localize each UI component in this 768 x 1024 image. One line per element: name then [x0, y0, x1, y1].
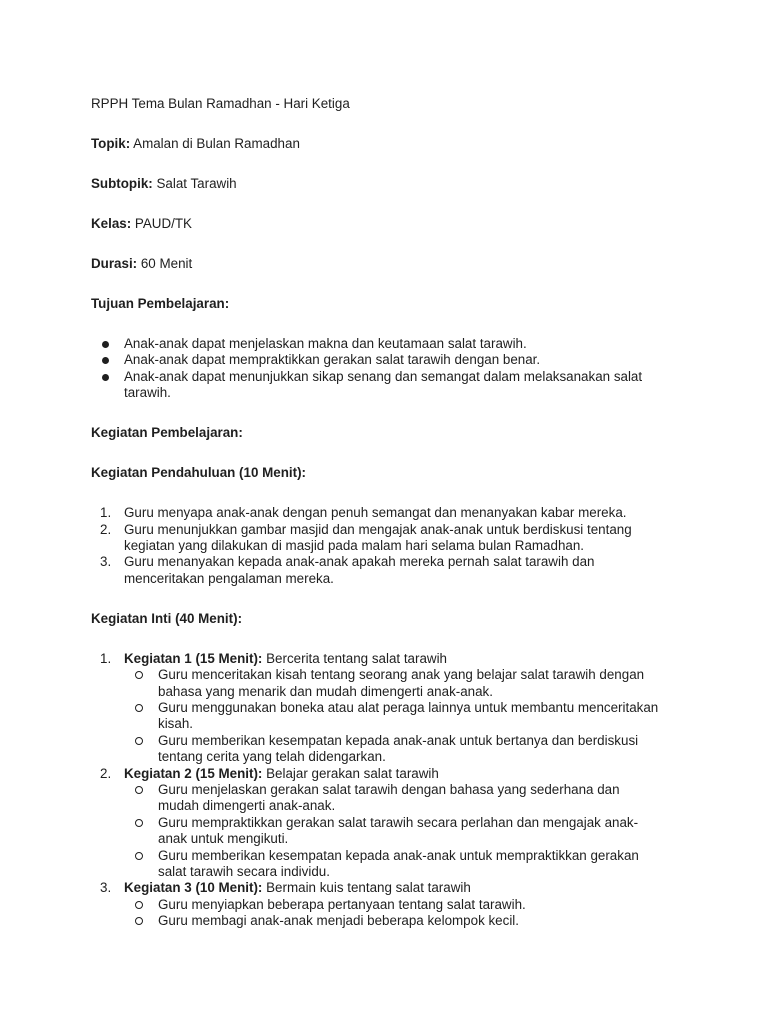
sub-list-item	[124, 848, 661, 881]
activity-label: Kegiatan 2 (15 Menit):	[124, 765, 263, 781]
list-item	[91, 505, 661, 521]
list-item	[91, 336, 661, 352]
list-item-text: Guru menyapa anak-anak dengan penuh semangat dan menanyakan kabar mereka.	[124, 505, 627, 521]
list-item-text: Guru menanyakan kepada anak-anak apakah mereka pernah salat tarawih dan menceritakan pengalaman mereka.	[124, 554, 595, 586]
list-item-text: Guru menunjukkan gambar masjid dan mengajak anak-anak untuk berdiskusi tentang kegiatan yang dilakukan di masjid pada malam hari selama bulan Ramadhan.	[124, 521, 632, 553]
sub-list-item-text: Guru memberikan kesempatan kepada anak-anak untuk mempraktikkan gerakan salat tarawih secara individu.	[158, 847, 639, 880]
list-number: 1.	[100, 505, 112, 521]
list-item-text: Anak-anak dapat menunjukkan sikap senang dan semangat dalam melaksanakan salat tarawih.	[124, 368, 643, 401]
tujuan-list	[91, 336, 661, 402]
meta-label: Durasi:	[91, 255, 138, 271]
meta-kelas	[91, 216, 661, 232]
bullet-icon	[102, 374, 109, 381]
activity-text: Bercerita tentang salat tarawih	[262, 650, 447, 666]
meta-value: PAUD/TK	[131, 215, 192, 231]
list-number: 1.	[100, 650, 112, 666]
circle-bullet-icon	[135, 737, 143, 745]
sub-list-item	[124, 700, 661, 733]
circle-bullet-icon	[135, 917, 143, 925]
circle-bullet-icon	[135, 786, 143, 794]
list-item	[91, 522, 661, 555]
sub-list-item-text: Guru membagi anak-anak menjadi beberapa kelompok kecil.	[158, 913, 519, 929]
activity-text: Bermain kuis tentang salat tarawih	[262, 880, 471, 896]
document-title: RPPH Tema Bulan Ramadhan - Hari Ketiga	[91, 96, 350, 111]
bullet-icon	[102, 357, 109, 364]
sub-list-item	[124, 782, 661, 815]
circle-bullet-icon	[135, 852, 143, 860]
sub-list	[124, 782, 661, 880]
list-item	[91, 880, 661, 929]
sub-list-item	[124, 815, 661, 848]
list-item-text: Anak-anak dapat mempraktikkan gerakan salat tarawih dengan benar.	[124, 352, 541, 368]
list-item-text: Anak-anak dapat menjelaskan makna dan keutamaan salat tarawih.	[124, 335, 527, 351]
sub-list-item-text: Guru menjelaskan gerakan salat tarawih dengan bahasa yang sederhana dan mudah dimengerti anak-anak.	[158, 782, 620, 814]
meta-durasi	[91, 256, 661, 272]
inti-heading: Kegiatan Inti (40 Menit):	[91, 610, 243, 626]
sub-list-item	[124, 733, 661, 766]
inti-list	[91, 651, 661, 930]
meta-label: Topik:	[91, 135, 131, 151]
sub-list-item-text: Guru menyiapkan beberapa pertanyaan tentang salat tarawih.	[158, 896, 526, 912]
list-number: 3.	[100, 880, 112, 896]
document-page	[91, 96, 661, 953]
list-number: 3.	[100, 554, 112, 570]
sub-list-item	[124, 667, 661, 700]
meta-value: Amalan di Bulan Ramadhan	[130, 135, 300, 151]
circle-bullet-icon	[135, 704, 143, 712]
meta-subtopik	[91, 176, 661, 192]
bullet-icon	[102, 341, 109, 348]
sub-list	[124, 667, 661, 765]
meta-label: Kelas:	[91, 215, 132, 231]
kegiatan-heading: Kegiatan Pembelajaran:	[91, 425, 243, 441]
list-item	[91, 766, 661, 881]
sub-list-item-text: Guru menceritakan kisah tentang seorang anak yang belajar salat tarawih dengan bahasa yang menarik dan mudah dimengerti anak-anak.	[158, 667, 645, 699]
list-item	[91, 352, 661, 368]
list-number: 2.	[100, 521, 112, 537]
activity-label: Kegiatan 1 (15 Menit):	[124, 650, 263, 666]
sub-list-item	[124, 897, 661, 913]
sub-list	[124, 897, 661, 930]
pendahuluan-list	[91, 505, 661, 587]
pendahuluan-heading: Kegiatan Pendahuluan (10 Menit):	[91, 465, 307, 481]
circle-bullet-icon	[135, 819, 143, 827]
list-item	[91, 651, 661, 766]
list-item	[91, 369, 661, 402]
tujuan-heading: Tujuan Pembelajaran:	[91, 295, 230, 311]
meta-topik	[91, 136, 661, 152]
list-number: 2.	[100, 765, 112, 781]
activity-text: Belajar gerakan salat tarawih	[262, 765, 439, 781]
circle-bullet-icon	[135, 901, 143, 909]
activity-label: Kegiatan 3 (10 Menit):	[124, 880, 263, 896]
meta-value: Salat Tarawih	[152, 175, 237, 191]
sub-list-item-text: Guru mempraktikkan gerakan salat tarawih secara perlahan dan mengajak anak-anak untuk mengikuti.	[158, 814, 639, 847]
sub-list-item-text: Guru memberikan kesempatan kepada anak-anak untuk bertanya dan berdiskusi tentang cerita yang telah didengarkan.	[158, 732, 639, 765]
meta-label: Subtopik:	[91, 175, 153, 191]
list-item	[91, 554, 661, 587]
sub-list-item	[124, 913, 661, 929]
meta-value: 60 Menit	[137, 255, 193, 271]
circle-bullet-icon	[135, 671, 143, 679]
sub-list-item-text: Guru menggunakan boneka atau alat peraga lainnya untuk membantu menceritakan kisah.	[158, 699, 659, 732]
